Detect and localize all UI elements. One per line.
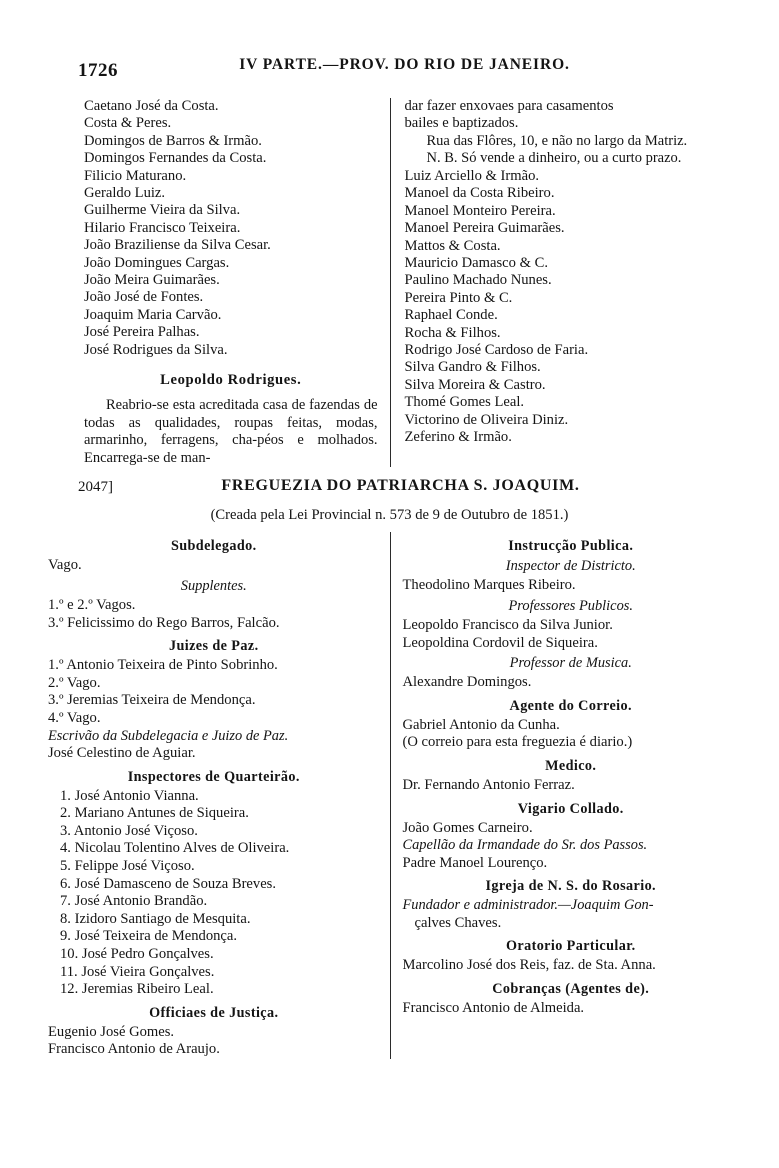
- list-item: 6. José Damasceno de Souza Breves.: [60, 875, 277, 892]
- list-item: 10. José Pedro Gonçalves.: [60, 945, 214, 962]
- list-item: 3. Antonio José Viçoso.: [60, 822, 198, 839]
- list-item: Domingos Fernandes da Costa.: [84, 150, 267, 167]
- capellao-heading: Capellão da Irmandade do Sr. dos Passos.: [402, 837, 648, 854]
- instruccao-heading: Instrucção Publica.: [508, 538, 634, 555]
- cobrancas-heading: Cobranças (Agentes de).: [492, 980, 650, 997]
- page-header: [40, 56, 739, 90]
- list-item: Silva Gandro & Filhos.: [404, 359, 541, 376]
- vigario-value: João Gomes Carneiro.: [402, 819, 533, 836]
- correio-heading: Agente do Correio.: [509, 697, 632, 714]
- list-item: Rodrigo José Cardoso de Faria.: [404, 342, 589, 359]
- professor-musica-value: Alexandre Domingos.: [402, 674, 532, 691]
- list-item: 7. José Antonio Brandão.: [60, 893, 208, 910]
- advert-nb-note: N. B. Só vende a dinheiro, ou a curto prazo.: [426, 150, 682, 167]
- list-item: Pereira Pinto & C.: [404, 289, 513, 306]
- list-item: Hilario Francisco Teixeira.: [84, 219, 241, 236]
- escrivao-heading: Escrivão da Subdelegacia e Juizo de Paz.: [48, 727, 289, 744]
- list-item: 8. Izidoro Santiago de Mesquita.: [60, 910, 251, 927]
- list-item: Manoel Pereira Guimarães.: [404, 220, 565, 237]
- oratorio-heading: Oratorio Particular.: [505, 938, 636, 955]
- list-item: Thomé Gomes Leal.: [404, 394, 525, 411]
- fundador-line: Fundador e administrador.—Joaquim Gon-: [402, 897, 654, 914]
- list-item: 1. José Antonio Vianna.: [60, 787, 199, 804]
- advert-heading: Leopoldo Rodrigues.: [160, 372, 302, 389]
- list-item: Geraldo Luiz.: [84, 185, 166, 202]
- juizes-heading: Juizes de Paz.: [168, 638, 259, 655]
- freguezia-header: [40, 477, 739, 501]
- list-item: 5. Felippe José Viçoso.: [60, 858, 195, 874]
- lower-columns: [40, 532, 739, 1058]
- list-item: Costa & Peres.: [84, 115, 172, 132]
- list-item: Mauricio Damasco & C.: [404, 255, 548, 272]
- list-item: Eugenio José Gomes.: [48, 1023, 175, 1040]
- subdelegado-value: Vago.: [48, 557, 82, 574]
- running-head: IV PARTE.—PROV. DO RIO DE JANEIRO.: [239, 56, 570, 73]
- list-item: Paulino Machado Nunes.: [404, 272, 552, 289]
- list-item: 4.º Vago.: [48, 710, 101, 727]
- fundador-continuation: çalves Chaves.: [414, 914, 502, 931]
- igreja-heading: Igreja de N. S. do Rosario.: [485, 878, 657, 895]
- professores-heading: Professores Publicos.: [508, 598, 633, 615]
- list-item: Luiz Arciello & Irmão.: [404, 168, 540, 184]
- list-item: Raphael Conde.: [404, 307, 498, 324]
- upper-left-column: [40, 98, 390, 467]
- capellao-value: Padre Manoel Lourenço.: [402, 854, 548, 871]
- list-item: João José de Fontes.: [84, 289, 204, 306]
- list-item: José Rodrigues da Silva.: [84, 341, 228, 358]
- list-item: Rocha & Filhos.: [404, 324, 501, 341]
- correio-note: (O correio para esta freguezia é diario.): [402, 734, 633, 751]
- list-item: Manoel Monteiro Pereira.: [404, 202, 556, 219]
- lower-left-column: [40, 532, 390, 1058]
- freguezia-title: FREGUEZIA DO PATRIARCHA S. JOAQUIM.: [221, 477, 580, 495]
- escrivao-value: José Celestino de Aguiar.: [48, 745, 196, 762]
- advert-address: Rua das Flôres, 10, e não no largo da Matriz.: [426, 132, 688, 149]
- inspector-heading: Inspector de Districto.: [505, 558, 636, 575]
- vigario-heading: Vigario Collado.: [517, 800, 624, 817]
- freguezia-entry-number: 2047]: [78, 479, 113, 496]
- list-item: João Braziliense da Silva Cesar.: [84, 237, 271, 254]
- list-item: Domingos de Barros & Irmão.: [84, 132, 262, 149]
- list-item: 12. Jeremias Ribeiro Leal.: [60, 981, 214, 998]
- officiaes-heading: Officiaes de Justiça.: [149, 1004, 279, 1021]
- list-item: Silva Moreira & Castro.: [404, 376, 546, 393]
- list-item: Victorino de Oliveira Diniz.: [404, 411, 569, 428]
- list-item: 3.º Jeremias Teixeira de Mendonça.: [48, 692, 256, 709]
- list-item: Francisco Antonio de Araujo.: [48, 1041, 220, 1058]
- advert-text: Reabrio-se esta acreditada casa de fazendas de todas as qualidades, roupas feitas, modas, armarinho, ferragens, cha-péos e molhados. Encarrega-se de man-: [84, 397, 378, 466]
- list-item: Joaquim Maria Carvão.: [84, 306, 222, 323]
- freguezia-subtitle: (Creada pela Lei Provincial n. 573 de 9 de Outubro de 1851.): [210, 507, 569, 524]
- list-item: 3.º Felicissimo do Rego Barros, Falcão.: [48, 614, 280, 631]
- professor-musica-heading: Professor de Musica.: [509, 655, 632, 672]
- list-item: 2. Mariano Antunes de Siqueira.: [60, 805, 249, 822]
- list-item: Mattos & Costa.: [404, 237, 501, 254]
- list-item: João Domingues Cargas.: [84, 254, 230, 271]
- list-item: João Meira Guimarães.: [84, 272, 220, 289]
- cobrancas-value: Francisco Antonio de Almeida.: [402, 999, 585, 1016]
- list-item: Leopoldina Cordovil de Siqueira.: [402, 634, 598, 651]
- advert-continuation-line: dar fazer enxovaes para casamentos: [404, 98, 614, 114]
- list-item: 11. José Vieira Gonçalves.: [60, 963, 215, 980]
- advert-continuation-line: bailes e baptizados.: [404, 115, 519, 132]
- supplentes-heading: Supplentes.: [180, 578, 247, 595]
- page-folio: 1726: [78, 60, 118, 81]
- list-item: Leopoldo Francisco da Silva Junior.: [402, 617, 613, 634]
- lower-right-column: [390, 532, 740, 1058]
- upper-right-column: [390, 98, 740, 467]
- list-item: Filicio Maturano.: [84, 167, 187, 184]
- list-item: Caetano José da Costa.: [84, 98, 219, 114]
- list-item: 9. José Teixeira de Mendonça.: [60, 928, 238, 945]
- inspector-value: Theodolino Marques Ribeiro.: [402, 577, 576, 594]
- list-item: Zeferino & Irmão.: [404, 429, 512, 446]
- list-item: 2.º Vago.: [48, 674, 101, 691]
- oratorio-value: Marcolino José dos Reis, faz. de Sta. Anna.: [402, 957, 656, 974]
- medico-heading: Medico.: [545, 758, 597, 775]
- subdelegado-heading: Subdelegado.: [170, 538, 257, 555]
- list-item: José Pereira Palhas.: [84, 324, 200, 341]
- list-item: 1.º e 2.º Vagos.: [48, 597, 136, 614]
- medico-value: Dr. Fernando Antonio Ferraz.: [402, 777, 575, 794]
- list-item: 4. Nicolau Tolentino Alves de Oliveira.: [60, 840, 290, 857]
- list-item: Manoel da Costa Ribeiro.: [404, 185, 555, 202]
- list-item: 1.º Antonio Teixeira de Pinto Sobrinho.: [48, 657, 278, 674]
- correio-value: Gabriel Antonio da Cunha.: [402, 716, 560, 733]
- upper-columns: [40, 98, 739, 467]
- list-item: Guilherme Vieira da Silva.: [84, 202, 241, 219]
- inspectores-heading: Inspectores de Quarteirão.: [127, 768, 300, 785]
